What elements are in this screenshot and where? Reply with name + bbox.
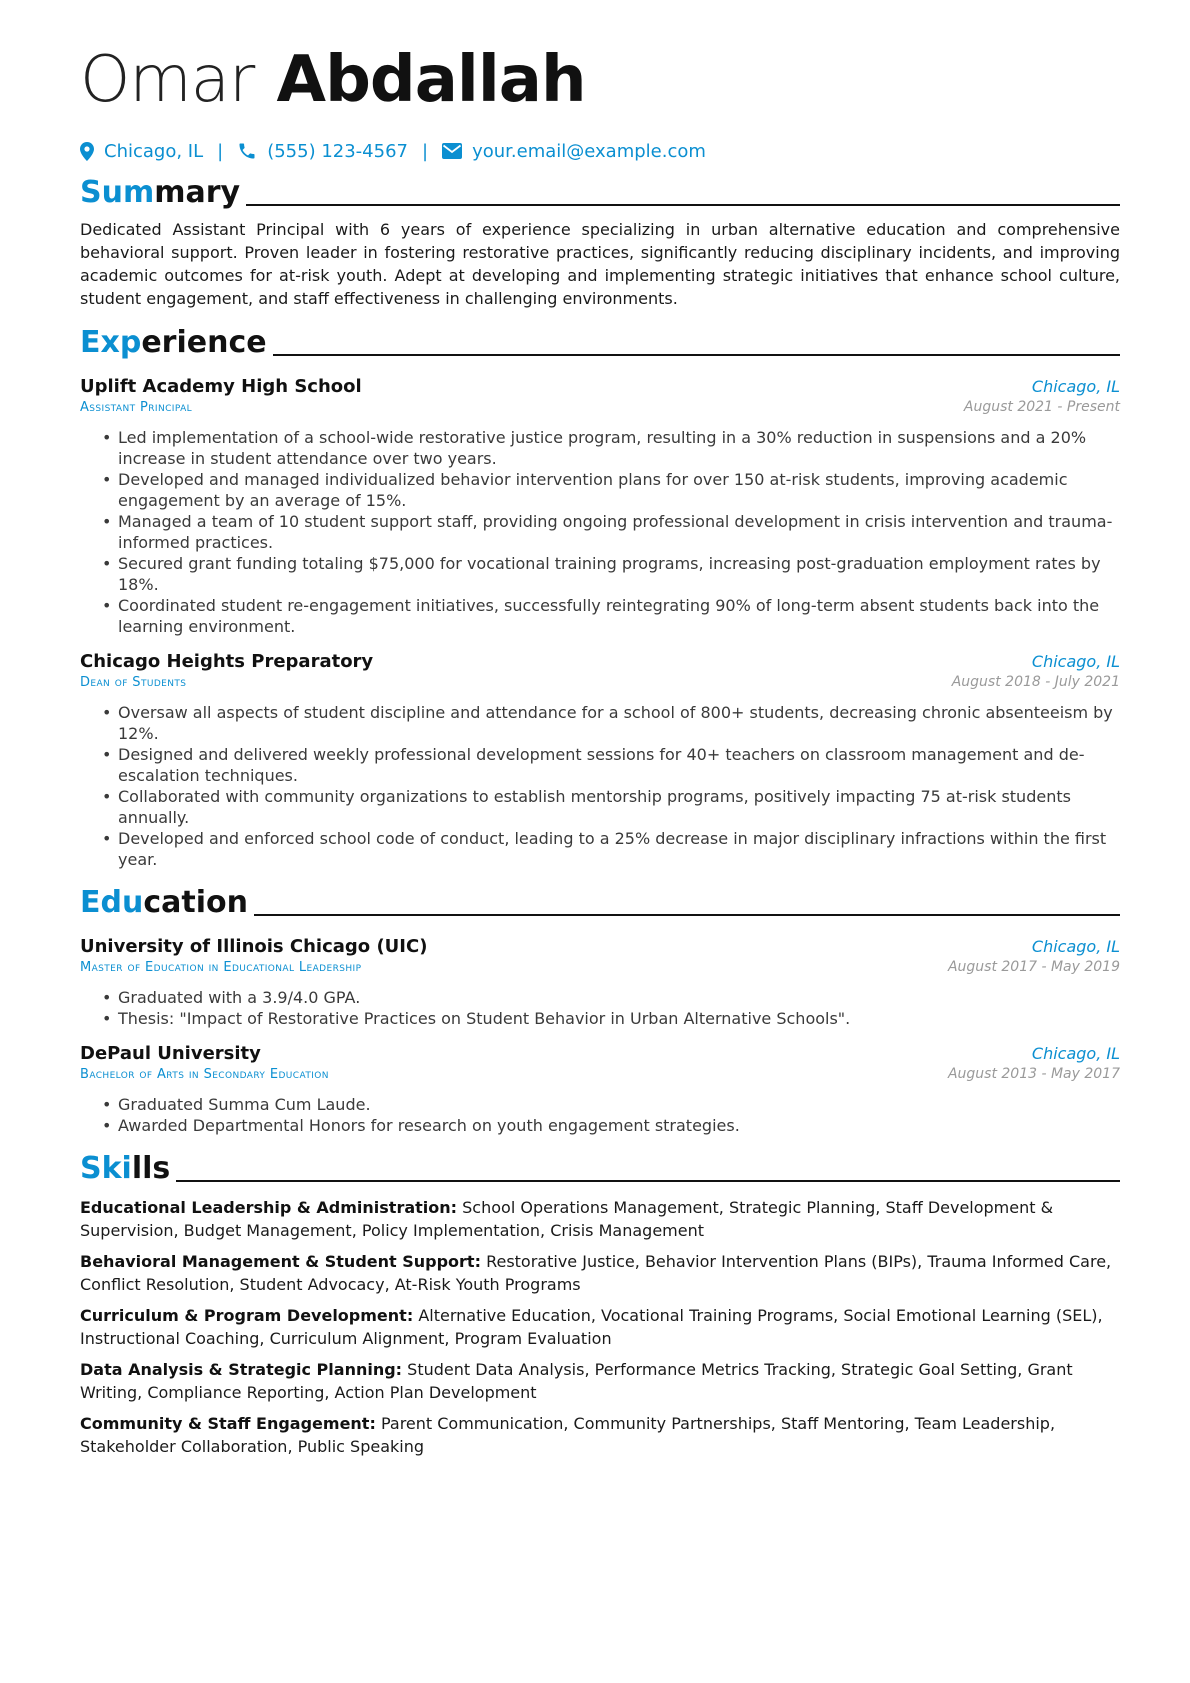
envelope-icon bbox=[442, 143, 462, 159]
candidate-name bbox=[80, 40, 1120, 120]
list-item: • Collaborated with community organizations to establish mentorship programs, positively impacting 75 at-risk students annually. bbox=[102, 786, 1120, 828]
entry-location: Chicago, IL bbox=[1031, 652, 1120, 671]
skill-category: Behavioral Management & Student Support: bbox=[80, 1252, 481, 1271]
list-item: • Secured grant funding totaling $75,000 for vocational training programs, increasing post-graduation employment rates by 18%. bbox=[102, 553, 1120, 595]
skill-items: Restorative Justice, Behavior Intervention Plans (BIPs), Trauma Informed Care, Conflict Resolution, Student Advocacy, At-Risk Youth Programs bbox=[80, 1252, 1112, 1294]
section-title: Skills bbox=[80, 1151, 171, 1186]
entry-dates: August 2013 - May 2017 bbox=[947, 1066, 1120, 1082]
location-text: Chicago, IL bbox=[104, 140, 204, 162]
contact-separator: | bbox=[217, 140, 224, 162]
entry-role: Dean of Students bbox=[80, 675, 187, 690]
list-item: • Awarded Departmental Honors for research on youth engagement strategies. bbox=[102, 1115, 1120, 1136]
phone-icon bbox=[237, 141, 257, 161]
entry-location: Chicago, IL bbox=[1031, 1044, 1120, 1063]
education-entry bbox=[80, 1043, 1120, 1136]
section-title: Experience bbox=[80, 325, 267, 360]
skill-category: Community & Staff Engagement: bbox=[80, 1414, 376, 1433]
skill-items: School Operations Management, Strategic Planning, Staff Development & Supervision, Budget Management, Policy Implementation, Crisis Management bbox=[80, 1198, 1054, 1240]
contact-phone[interactable] bbox=[237, 141, 408, 162]
section-title: Summary bbox=[80, 175, 241, 210]
phone-text: (555) 123-4567 bbox=[267, 140, 408, 162]
list-item: • Thesis: "Impact of Restorative Practices on Student Behavior in Urban Alternative Schools". bbox=[102, 1008, 1120, 1029]
summary-text: Dedicated Assistant Principal with 6 years of experience specializing in urban alternative education and comprehensive behavioral support. Proven leader in fostering restorative practices, significantly reducing disciplinary incidents, and improving academic outcomes for at-risk youth. Adept at developing and implementing strategic initiatives that enhance school culture, student engagement, and staff effectiveness in challenging environments. bbox=[80, 220, 1120, 308]
section-divider bbox=[273, 354, 1120, 356]
list-item: • Developed and managed individualized behavior intervention plans for over 150 at-risk students, improving academic engagement by an average of 15%. bbox=[102, 469, 1120, 511]
section-divider bbox=[176, 1180, 1120, 1182]
skill-group bbox=[80, 1250, 1120, 1296]
experience-entry bbox=[80, 651, 1120, 870]
contact-location bbox=[80, 141, 203, 162]
entry-bullets bbox=[80, 702, 1120, 870]
skill-group bbox=[80, 1358, 1120, 1404]
summary-section-header bbox=[80, 174, 1120, 212]
entry-organization: DePaul University bbox=[80, 1043, 261, 1064]
list-item: • Coordinated student re-engagement initiatives, successfully reintegrating 90% of long-term absent students back into the learning environment. bbox=[102, 595, 1120, 637]
experience-section-header bbox=[80, 324, 1120, 362]
entry-dates: August 2021 - Present bbox=[963, 399, 1120, 415]
map-pin-icon bbox=[80, 142, 94, 161]
entry-degree: Master of Education in Educational Leadership bbox=[80, 960, 362, 975]
entry-dates: August 2018 - July 2021 bbox=[951, 674, 1120, 690]
entry-organization: Uplift Academy High School bbox=[80, 376, 362, 397]
list-item: • Graduated with a 3.9/4.0 GPA. bbox=[102, 987, 1120, 1008]
section-divider bbox=[254, 914, 1120, 916]
list-item: • Oversaw all aspects of student discipline and attendance for a school of 800+ students, decreasing chronic absenteeism by 12%. bbox=[102, 702, 1120, 744]
contact-bar bbox=[80, 138, 1120, 164]
entry-organization: Chicago Heights Preparatory bbox=[80, 651, 374, 672]
entry-organization: University of Illinois Chicago (UIC) bbox=[80, 936, 428, 957]
last-name: Abdallah bbox=[276, 43, 586, 117]
resume-page bbox=[80, 40, 1120, 1458]
skill-group bbox=[80, 1304, 1120, 1350]
experience-entry bbox=[80, 376, 1120, 637]
entry-dates: August 2017 - May 2019 bbox=[947, 959, 1120, 975]
contact-separator: | bbox=[422, 140, 429, 162]
list-item: • Developed and enforced school code of conduct, leading to a 25% decrease in major disciplinary infractions within the first year. bbox=[102, 828, 1120, 870]
education-section-header bbox=[80, 884, 1120, 922]
section-title: Education bbox=[80, 885, 248, 920]
skill-group bbox=[80, 1412, 1120, 1458]
first-name: Omar bbox=[80, 43, 255, 117]
entry-degree: Bachelor of Arts in Secondary Education bbox=[80, 1067, 329, 1082]
skills-section-header bbox=[80, 1150, 1120, 1188]
entry-bullets bbox=[80, 1094, 1120, 1136]
entry-role: Assistant Principal bbox=[80, 400, 193, 415]
skill-items: Parent Communication, Community Partnerships, Staff Mentoring, Team Leadership, Stakeholder Collaboration, Public Speaking bbox=[80, 1414, 1056, 1456]
section-divider bbox=[246, 204, 1120, 206]
contact-email[interactable] bbox=[442, 141, 706, 162]
entry-bullets bbox=[80, 427, 1120, 637]
skill-category: Data Analysis & Strategic Planning: bbox=[80, 1360, 403, 1379]
list-item: • Led implementation of a school-wide restorative justice program, resulting in a 30% reduction in suspensions and a 20% increase in student attendance over two years. bbox=[102, 427, 1120, 469]
skill-category: Curriculum & Program Development: bbox=[80, 1306, 414, 1325]
list-item: • Graduated Summa Cum Laude. bbox=[102, 1094, 1120, 1115]
list-item: • Managed a team of 10 student support staff, providing ongoing professional development in crisis intervention and trauma-informed practices. bbox=[102, 511, 1120, 553]
skill-category: Educational Leadership & Administration: bbox=[80, 1198, 458, 1217]
email-text: your.email@example.com bbox=[472, 140, 706, 162]
entry-bullets bbox=[80, 987, 1120, 1029]
list-item: • Designed and delivered weekly professional development sessions for 40+ teachers on classroom management and de-escalation techniques. bbox=[102, 744, 1120, 786]
education-entry bbox=[80, 936, 1120, 1029]
entry-location: Chicago, IL bbox=[1031, 937, 1120, 956]
skill-items: Student Data Analysis, Performance Metrics Tracking, Strategic Goal Setting, Grant Writing, Compliance Reporting, Action Plan Development bbox=[80, 1360, 1073, 1402]
skill-items: Alternative Education, Vocational Training Programs, Social Emotional Learning (SEL), Instructional Coaching, Curriculum Alignment, Program Evaluation bbox=[80, 1306, 1103, 1348]
skill-group bbox=[80, 1196, 1120, 1242]
entry-location: Chicago, IL bbox=[1031, 377, 1120, 396]
